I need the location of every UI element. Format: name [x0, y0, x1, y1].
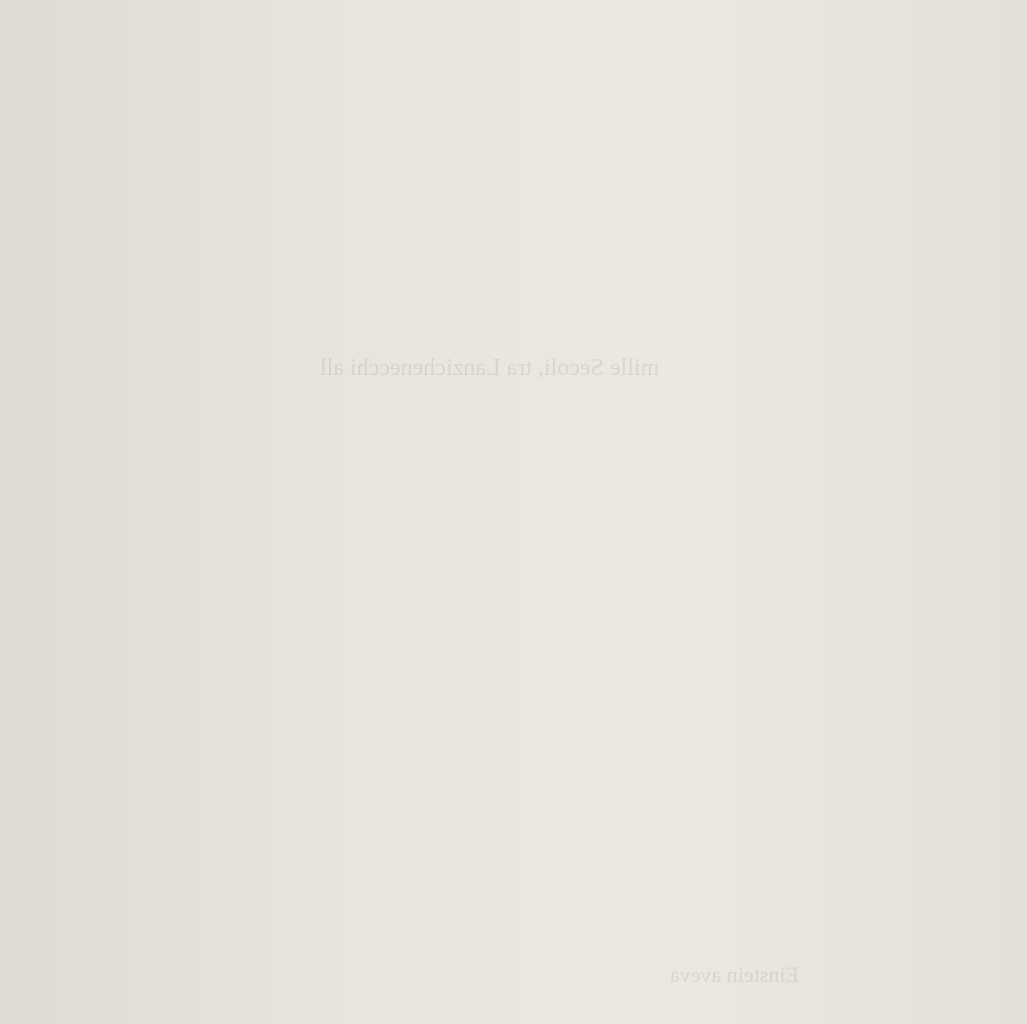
bleed-through-text: mille Secoli, tra Lanzichenecchi all — [320, 355, 660, 381]
bleed-through-text-2: Einstein aveva — [670, 962, 799, 987]
